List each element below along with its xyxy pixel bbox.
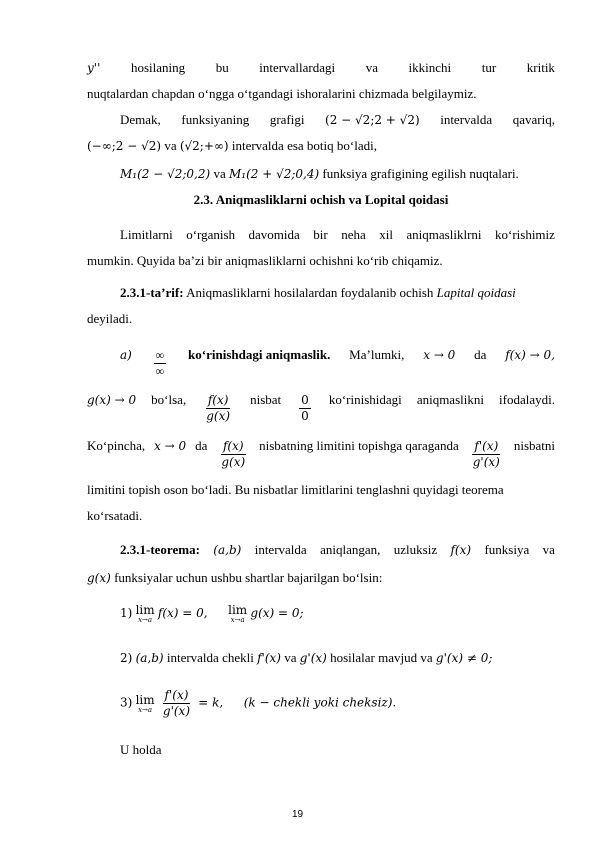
formula: g(x) → 0 bbox=[87, 393, 137, 407]
word: aniqmaslikni bbox=[416, 392, 484, 407]
paragraph-line: U holda bbox=[120, 742, 162, 757]
formula: g(x) bbox=[87, 571, 111, 585]
word: da bbox=[474, 347, 487, 362]
word: xil bbox=[379, 227, 393, 242]
text: nisbatning limitini topishga qaraganda bbox=[259, 438, 459, 453]
theorem-line bbox=[87, 570, 555, 586]
infinity-fraction: $\frac{\infty}{\infty}$ bbox=[155, 348, 165, 378]
interval-formula: (√2;+∞) bbox=[179, 139, 229, 153]
word: bo‘lsa, bbox=[151, 392, 187, 407]
word: Ma’lumki, bbox=[349, 347, 405, 362]
condition-1 bbox=[120, 604, 555, 624]
formula: g'(x) bbox=[299, 651, 327, 665]
interval-formula: (2 − √2;2 + √2) bbox=[325, 113, 420, 127]
paragraph-line: mumkin. Quyida ba’zi bir aniqmasliklarni ochishni ko‘rib chiqamiz. bbox=[87, 253, 443, 268]
formula: f(x) = 0, bbox=[157, 605, 208, 620]
text-line-1 bbox=[87, 60, 555, 76]
word: tur bbox=[481, 60, 497, 75]
word: kritik bbox=[526, 60, 555, 75]
word: o‘rganish bbox=[186, 227, 236, 242]
word: intervalda bbox=[254, 542, 307, 557]
word: va bbox=[365, 60, 378, 75]
limit-symbol: lim x→a bbox=[135, 603, 155, 624]
word: va bbox=[284, 650, 297, 665]
word: va bbox=[164, 138, 177, 153]
formula: (a,b) bbox=[135, 651, 164, 665]
paragraph-line bbox=[120, 227, 555, 243]
word: bu bbox=[215, 60, 229, 75]
second-derivative-symbol: y'' bbox=[87, 61, 101, 75]
word: intervallardagi bbox=[259, 60, 336, 75]
section-heading: 2.3. Aniqmasliklarni ochish va Lopital qoidasi bbox=[193, 192, 449, 207]
paragraph-line: limitini topish oson bo‘ladi. Bu nisbatlar limitlarini tenglashni quyidagi teorema bbox=[87, 482, 504, 497]
limit-symbol: lim x→a bbox=[135, 692, 155, 714]
word: intervalda bbox=[440, 112, 493, 127]
text-line-2: nuqtalardan chapdan o‘ngga o‘tgandagi ishoralarini chizmada belgilaymiz. bbox=[87, 86, 477, 101]
page-number: 19 bbox=[291, 809, 304, 820]
interval-formula: (−∞;2 − √2) bbox=[87, 139, 162, 153]
derivative-ratio-fraction: $\frac{f'(x)}{g'(x)}$ bbox=[162, 688, 191, 718]
theorem-label: 2.3.1-teorema: bbox=[120, 542, 200, 557]
formula: x → 0 bbox=[423, 348, 456, 362]
condition-3 bbox=[120, 688, 555, 719]
formula: f(x) bbox=[450, 543, 472, 557]
condition-2 bbox=[120, 650, 555, 666]
condition-number: 3) bbox=[120, 695, 133, 710]
word: grafigi bbox=[269, 112, 305, 127]
word: nisbatni bbox=[513, 438, 555, 453]
derivative-ratio-fraction: $\frac{f'(x)}{g'(x)}$ bbox=[472, 439, 500, 469]
word: ko‘rishimiz bbox=[494, 227, 555, 242]
formula: f(x) → 0, bbox=[505, 348, 555, 362]
definition-line bbox=[120, 285, 555, 301]
text: hosilalar mavjud va bbox=[330, 650, 433, 665]
word: funksiya bbox=[484, 542, 530, 557]
word: qavariq, bbox=[512, 112, 555, 127]
formula: f'(x) bbox=[257, 651, 281, 665]
text: funksiyalar uchun ushbu shartlar bajarilgan bo‘lsin: bbox=[114, 570, 383, 585]
word: uzluksiz bbox=[393, 542, 438, 557]
word: da bbox=[195, 438, 208, 453]
formula: (a,b) bbox=[213, 543, 242, 557]
formula: = k, bbox=[198, 695, 224, 710]
word: funksiyaning bbox=[181, 112, 250, 127]
paragraph-line: ko‘rsatadi. bbox=[87, 508, 143, 523]
text-line-5 bbox=[120, 166, 555, 182]
definition-term: Lapital qoidasi bbox=[436, 285, 516, 300]
word: aniqlangan, bbox=[320, 542, 381, 557]
point-formula: M₁(2 + √2;0,4) bbox=[228, 167, 320, 181]
case-a-line bbox=[120, 347, 555, 379]
condition-number: 2) bbox=[120, 651, 133, 665]
ratio-line bbox=[87, 392, 555, 424]
word: hosilaning bbox=[130, 60, 186, 75]
ratio-fraction: $\frac{f(x)}{g(x)}$ bbox=[206, 393, 231, 423]
word: bir bbox=[313, 227, 328, 242]
text: intervalda chekli bbox=[166, 650, 254, 665]
definition-line: deyiladi. bbox=[87, 311, 133, 326]
limit-symbol: lim x→a bbox=[228, 603, 248, 624]
word: va bbox=[213, 166, 226, 181]
word: Limitlarni bbox=[120, 227, 173, 242]
text: funksiya grafigining egilish nuqtalari. bbox=[322, 166, 519, 181]
point-formula: M₁(2 − √2;0,2) bbox=[120, 167, 211, 181]
word: Ko‘pincha, bbox=[87, 438, 146, 453]
word: neha bbox=[341, 227, 366, 242]
formula: g'(x) ≠ 0; bbox=[435, 651, 493, 665]
word: va bbox=[542, 542, 555, 557]
word: ko‘rinishidagi bbox=[328, 392, 402, 407]
text-line-3 bbox=[120, 112, 555, 128]
condition-number: 1) bbox=[120, 605, 133, 620]
theorem-line bbox=[120, 542, 555, 558]
ratio-fraction: $\frac{f(x)}{g(x)}$ bbox=[221, 439, 246, 469]
text: Aniqmasliklarni hosilalardan foydalanib ochish bbox=[186, 285, 434, 300]
formula: (k − chekli yoki cheksiz). bbox=[243, 695, 397, 710]
text: intervalda esa botiq bo‘ladi, bbox=[231, 138, 377, 153]
case-label: a) bbox=[120, 348, 132, 362]
word: ikkinchi bbox=[408, 60, 452, 75]
definition-label: 2.3.1-ta’rif: bbox=[120, 285, 184, 300]
word: aniqmasliklrni bbox=[406, 227, 482, 242]
word: ifodalaydi. bbox=[499, 392, 555, 407]
word: nisbat bbox=[250, 392, 282, 407]
formula: x → 0 bbox=[154, 439, 187, 453]
ratio-line-2 bbox=[87, 438, 555, 470]
formula: g(x) = 0; bbox=[250, 605, 304, 620]
zero-fraction: $\frac{0}{0}$ bbox=[301, 393, 309, 423]
word: davomida bbox=[248, 227, 300, 242]
word: Demak, bbox=[120, 112, 161, 127]
case-title: ko‘rinishdagi aniqmaslik. bbox=[188, 347, 331, 362]
text-line-4 bbox=[87, 138, 555, 154]
